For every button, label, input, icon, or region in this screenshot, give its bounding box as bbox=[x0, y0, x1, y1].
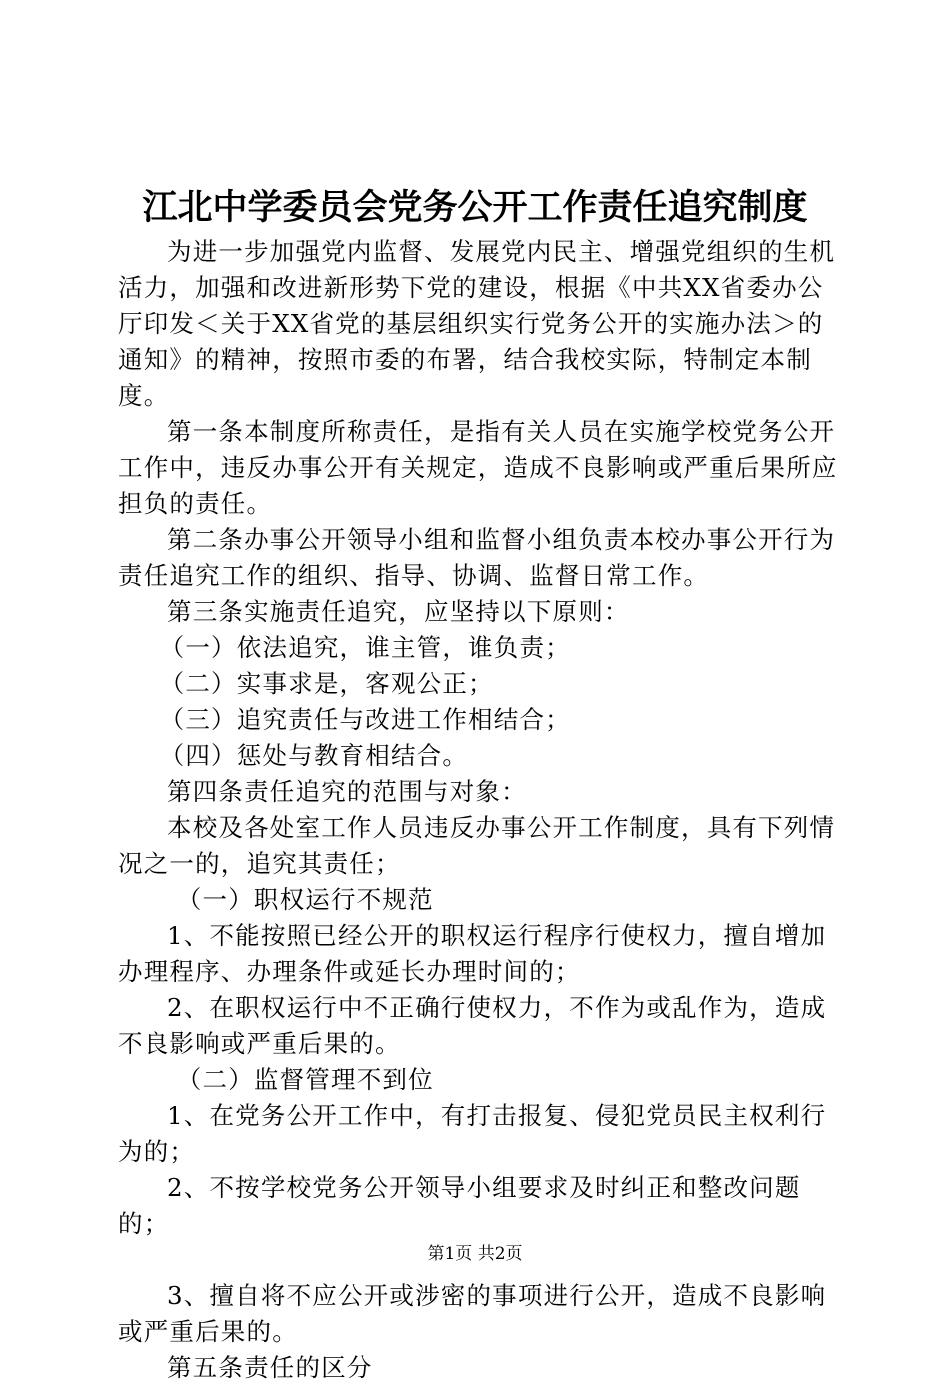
paragraph-article-2: 第二条办事公开领导小组和监督小组负责本校办事公开行为责任追究工作的组织、指导、协调、监督日常工作。 bbox=[118, 525, 836, 590]
principle-4: （四）惩处与教育相结合。 bbox=[159, 741, 469, 770]
paragraph-article-3: 第三条实施责任追究，应坚持以下原则： bbox=[167, 597, 630, 626]
document-body bbox=[118, 234, 838, 1386]
document-title: 江北中学委员会党务公开工作责任追究制度 bbox=[142, 187, 808, 228]
section-heading-2: （二）监督管理不到位 bbox=[176, 1065, 434, 1094]
principle-1: （一）依法追究，谁主管，谁负责； bbox=[159, 633, 571, 662]
item-2-2: 2、不按学校党务公开领导小组要求及时纠正和整改问题的； bbox=[118, 1173, 801, 1238]
page-number: 第1页 共2页 bbox=[427, 1244, 523, 1264]
paragraph-intro: 为进一步加强党内监督、发展党内民主、增强党组织的生机活力，加强和改进新形势下党的建设，根据《中共XX省委办公厅印发＜关于XX省党的基层组织实行党务公开的实施办法＞的通知》的精神，按照市委的布署，结合我校实际，特制定本制度。 bbox=[118, 237, 836, 410]
item-1-2: 2、在职权运行中不正确行使权力，不作为或乱作为，造成不良影响或严重后果的。 bbox=[118, 993, 827, 1058]
paragraph-scope: 本校及各处室工作人员违反办事公开工作制度，具有下列情况之一的，追究其责任； bbox=[118, 813, 836, 878]
principle-2: （二）实事求是，客观公正； bbox=[159, 669, 494, 698]
item-2-3: 3、擅自将不应公开或涉密的事项进行公开，造成不良影响或严重后果的。 bbox=[118, 1281, 827, 1346]
paragraph-article-1: 第一条本制度所称责任，是指有关人员在实施学校党务公开工作中，违反办事公开有关规定，造成不良影响或严重后果所应担负的责任。 bbox=[118, 417, 838, 518]
section-heading-1: （一）职权运行不规范 bbox=[176, 885, 434, 914]
paragraph-article-4: 第四条责任追究的范围与对象： bbox=[167, 777, 527, 806]
item-1-1: 1、不能按照已经公开的职权运行程序行使权力，擅自增加办理程序、办理条件或延长办理时间的； bbox=[118, 921, 827, 986]
item-2-1: 1、在党务公开工作中，有打击报复、侵犯党员民主权利行为的； bbox=[118, 1101, 827, 1166]
paragraph-article-5: 第五条责任的区分 bbox=[167, 1353, 373, 1382]
principle-3: （三）追究责任与改进工作相结合； bbox=[159, 705, 571, 734]
